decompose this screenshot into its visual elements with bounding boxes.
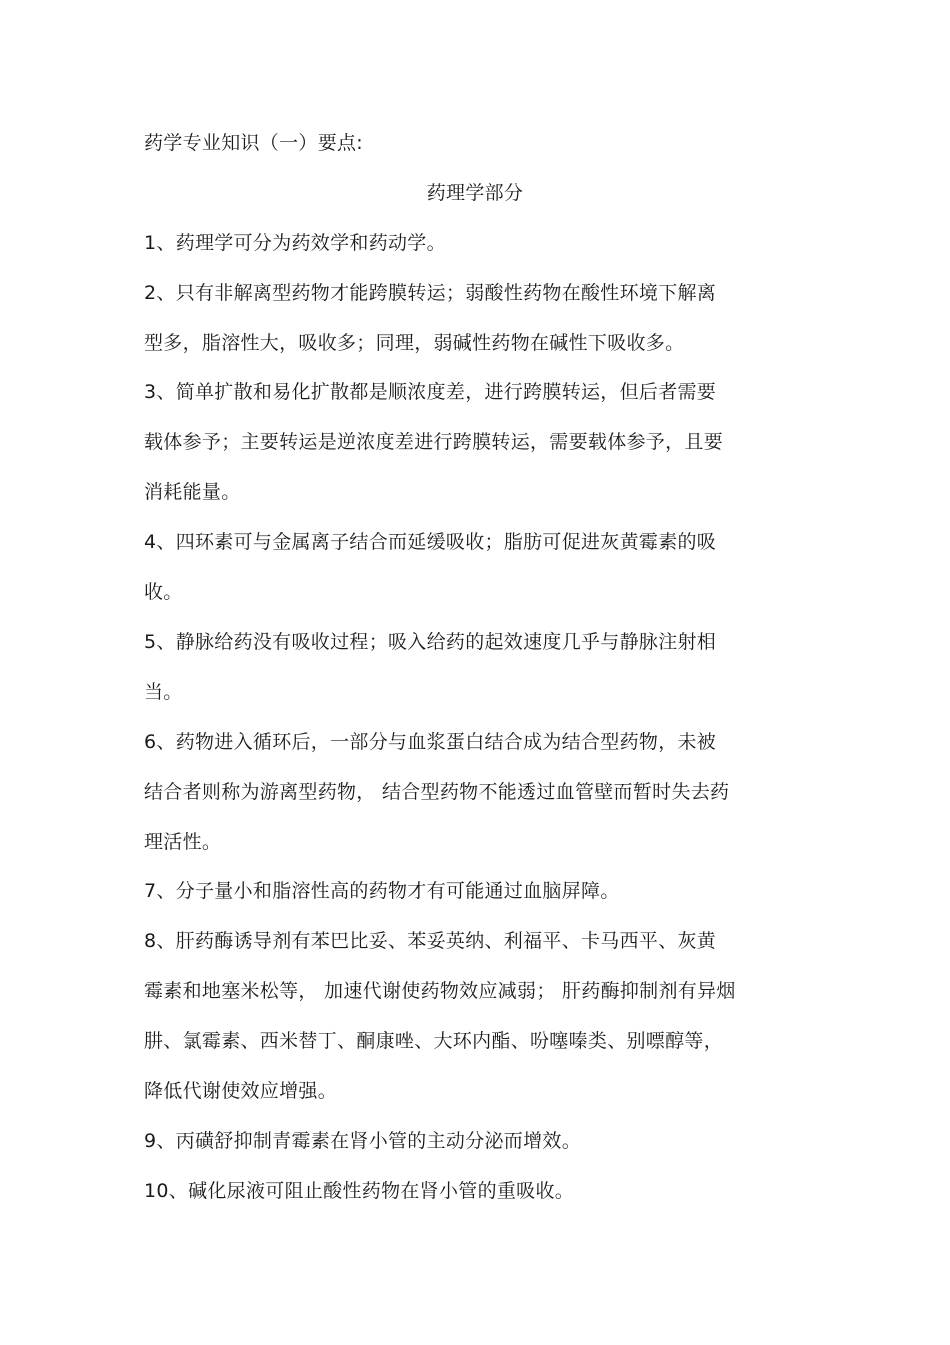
text-line: 型多，脂溶性大，吸收多；同理，弱碱性药物在碱性下吸收多。 xyxy=(144,332,685,354)
document-title: 药学专业知识（一）要点: xyxy=(144,132,364,154)
text-line: 5、静脉给药没有吸收过程；吸入给药的起效速度几乎与静脉注射相 xyxy=(144,631,717,653)
section-heading: 药理学部分 xyxy=(426,182,524,204)
text-line: 消耗能量。 xyxy=(144,481,241,503)
text-line: 7、分子量小和脂溶性高的药物才有可能通过血脑屏障。 xyxy=(144,880,620,902)
text-line: 载体参予；主要转运是逆浓度差进行跨膜转运，需要载体参予，且要 xyxy=(144,431,724,453)
text-line: 4、四环素可与金属离子结合而延缓吸收；脂肪可促进灰黄霉素的吸 xyxy=(144,531,717,553)
text-line: 当。 xyxy=(144,681,183,703)
text-line: 1、药理学可分为药效学和药动学。 xyxy=(144,232,446,254)
text-line: 降低代谢使效应增强。 xyxy=(144,1080,338,1102)
text-line: 6、药物进入循环后，一部分与血浆蛋白结合成为结合型药物，未被 xyxy=(144,731,717,753)
text-line: 肼、氯霉素、西米替丁、酮康唑、大环内酯、吩噻嗪类、别嘌醇等， xyxy=(144,1030,724,1052)
text-line: 9、丙磺舒抑制青霉素在肾小管的主动分泌而增效。 xyxy=(144,1130,581,1152)
text-line: 2、只有非解离型药物才能跨膜转运；弱酸性药物在酸性环境下解离 xyxy=(144,282,717,304)
text-line: 10、碱化尿液可阻止酸性药物在肾小管的重吸收。 xyxy=(144,1180,575,1202)
text-line: 3、简单扩散和易化扩散都是顺浓度差，进行跨膜转运，但后者需要 xyxy=(144,381,717,403)
text-line: 理活性。 xyxy=(144,831,222,853)
text-line: 霉素和地塞米松等， 加速代谢使药物效应减弱； 肝药酶抑制剂有异烟 xyxy=(144,980,736,1002)
text-line: 结合者则称为游离型药物， 结合型药物不能透过血管壁而暂时失去药 xyxy=(144,781,730,803)
text-line: 8、肝药酶诱导剂有苯巴比妥、苯妥英纳、利福平、卡马西平、灰黄 xyxy=(144,930,717,952)
text-line: 收。 xyxy=(144,581,183,603)
